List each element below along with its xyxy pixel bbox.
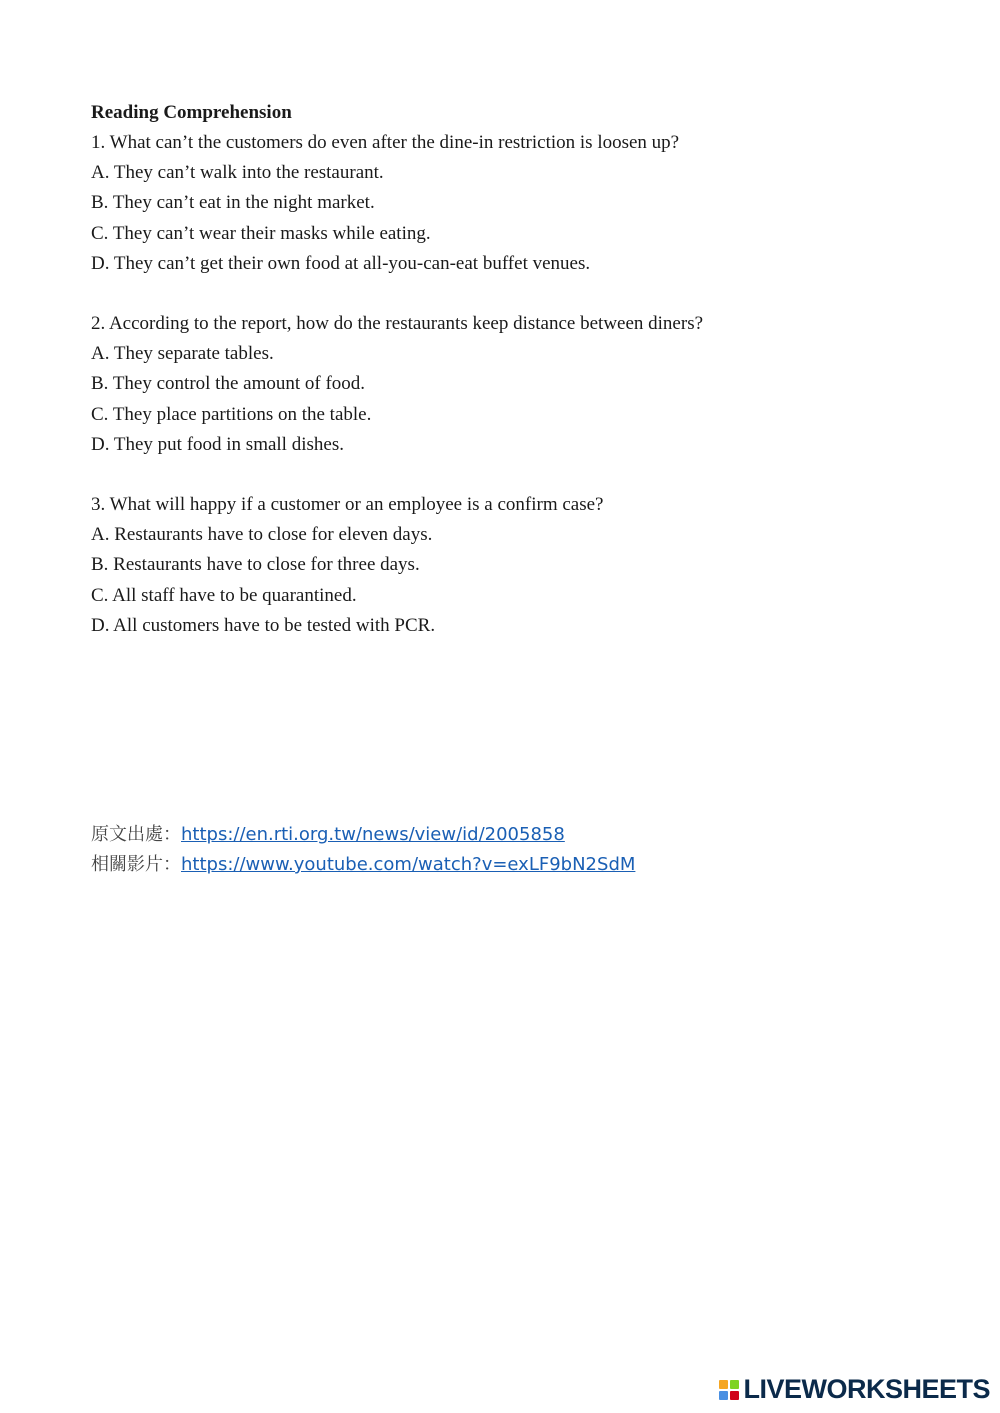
section-heading: Reading Comprehension <box>91 102 292 123</box>
question-text: 1. What can’t the customers do even after the dine-in restriction is loosen up? <box>91 132 680 153</box>
answer-option: D. They can’t get their own food at all-you-can-eat buffet venues. <box>91 252 591 274</box>
article-source-link[interactable]: https://en.rti.org.tw/news/view/id/2005858 <box>181 824 565 845</box>
answer-option: B. They can’t eat in the night market. <box>91 192 375 214</box>
answer-option: A. Restaurants have to close for eleven days. <box>91 524 433 546</box>
source-label: 相關影片： <box>91 854 181 875</box>
liveworksheets-logo-icon <box>719 1380 739 1400</box>
worksheet-content <box>91 98 951 641</box>
question-block-3 <box>91 490 951 641</box>
answer-option: A. They separate tables. <box>91 343 274 365</box>
liveworksheets-logo[interactable] <box>719 1374 990 1405</box>
answer-option: A. They can’t walk into the restaurant. <box>91 162 384 184</box>
question-block-2 <box>91 309 951 460</box>
question-text: 2. According to the report, how do the restaurants keep distance between diners? <box>91 313 704 335</box>
answer-option: B. They control the amount of food. <box>91 373 366 395</box>
video-source-link[interactable]: https://www.youtube.com/watch?v=exLF9bN2SdM <box>181 854 636 875</box>
answer-option: B. Restaurants have to close for three days. <box>91 554 420 576</box>
question-text: 3. What will happy if a customer or an employee is a confirm case? <box>91 494 604 516</box>
source-row-article <box>91 820 635 850</box>
question-block-1 <box>91 128 951 279</box>
answer-option: C. They can’t wear their masks while eating. <box>91 222 431 244</box>
source-label: 原文出處： <box>91 824 181 845</box>
source-row-video <box>91 850 635 880</box>
answer-option: D. They put food in small dishes. <box>91 433 344 455</box>
answer-option: C. All staff have to be quarantined. <box>91 584 357 606</box>
answer-option: D. All customers have to be tested with PCR. <box>91 614 436 636</box>
answer-option: C. They place partitions on the table. <box>91 403 372 425</box>
logo-text: LIVEWORKSHEETS <box>743 1374 990 1404</box>
sources-section <box>91 820 635 880</box>
